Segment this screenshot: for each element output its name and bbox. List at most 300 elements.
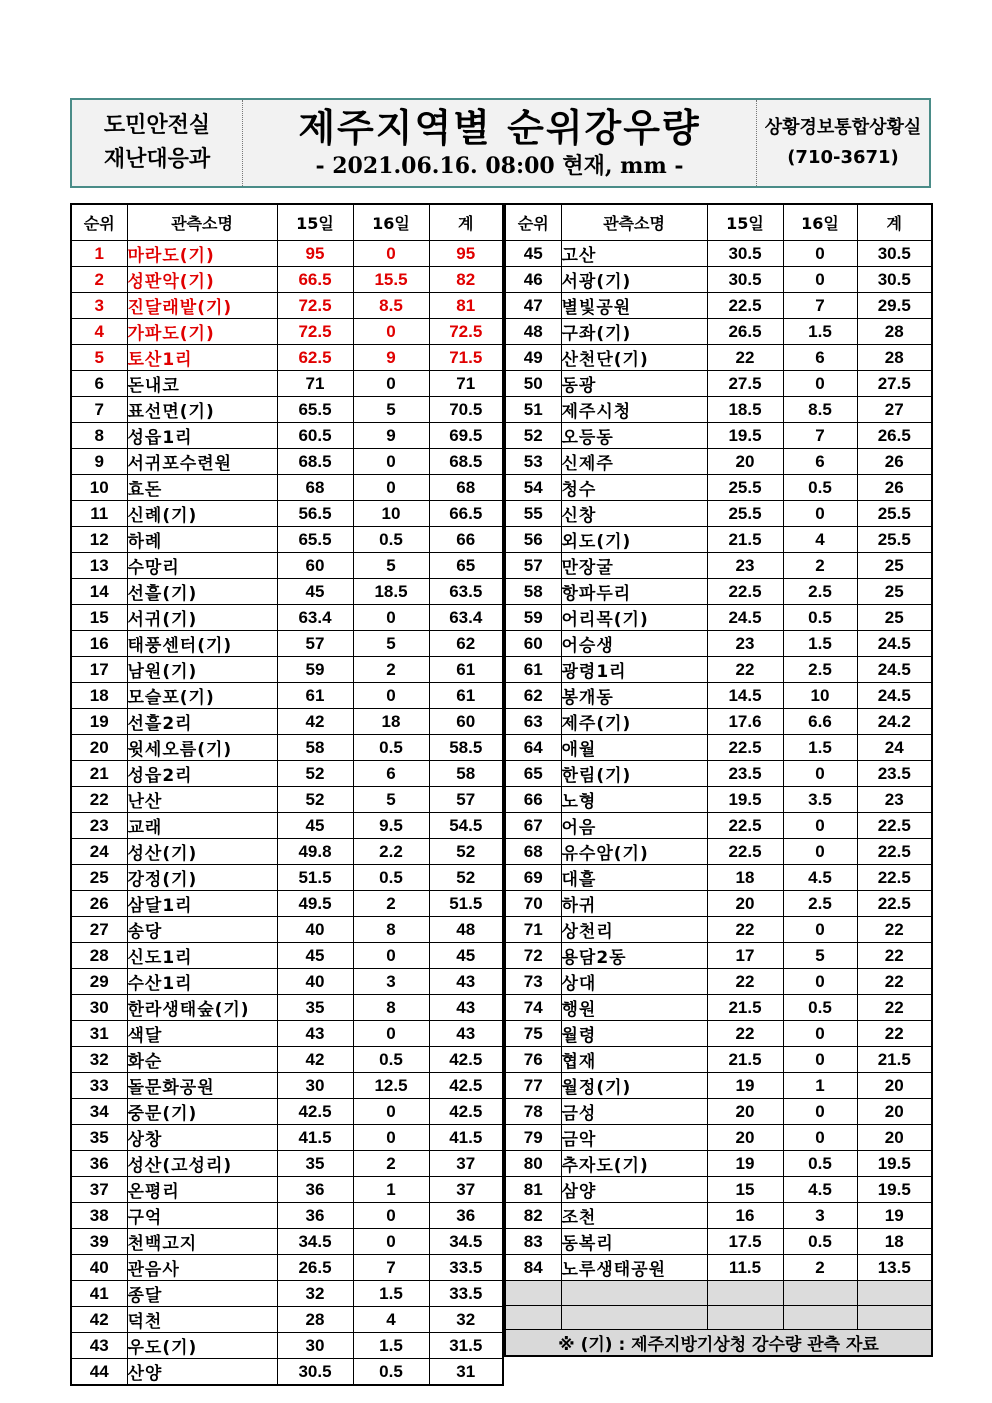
day16-cell: 10 — [783, 683, 857, 709]
contact-line1: 상황경보통합상황실 — [764, 117, 922, 138]
col-total: 계 — [429, 204, 503, 241]
station-name: 광령1리 — [561, 662, 627, 682]
rank-cell: 34 — [71, 1099, 127, 1125]
empty-cell — [505, 1305, 561, 1330]
station-name: 성읍1리 — [127, 428, 193, 448]
day15-cell: 32 — [277, 1281, 353, 1307]
table-row — [71, 475, 503, 501]
table-row — [71, 501, 503, 527]
station-name: 외도(기) — [561, 532, 632, 552]
total-cell: 51.5 — [429, 891, 503, 917]
col-day16: 16일 — [783, 204, 857, 241]
station-cell — [561, 1255, 707, 1281]
day15-cell: 26.5 — [707, 319, 783, 345]
day16-cell: 4 — [783, 527, 857, 553]
rank-cell: 77 — [505, 1073, 561, 1099]
table-row — [71, 683, 503, 709]
table-row — [505, 449, 932, 475]
station-cell — [127, 1047, 277, 1073]
table-row — [505, 605, 932, 631]
empty-cell — [707, 1281, 783, 1306]
total-cell: 72.5 — [429, 319, 503, 345]
station-cell — [561, 1125, 707, 1151]
day15-cell: 21.5 — [707, 1047, 783, 1073]
station-cell — [127, 1255, 277, 1281]
rank-cell: 12 — [71, 527, 127, 553]
day16-cell: 2 — [353, 1151, 429, 1177]
total-cell: 81 — [429, 293, 503, 319]
station-cell — [127, 449, 277, 475]
station-cell — [561, 735, 707, 761]
total-cell: 27.5 — [857, 371, 932, 397]
total-cell: 28 — [857, 319, 932, 345]
col-station: 관측소명 — [561, 204, 707, 241]
rank-cell: 71 — [505, 917, 561, 943]
table-row — [71, 527, 503, 553]
rank-cell: 78 — [505, 1099, 561, 1125]
rank-cell: 60 — [505, 631, 561, 657]
day16-cell: 0 — [353, 475, 429, 501]
total-cell: 58.5 — [429, 735, 503, 761]
station-cell — [127, 631, 277, 657]
table-row — [71, 267, 503, 293]
total-cell: 24.5 — [857, 683, 932, 709]
station-cell — [561, 683, 707, 709]
day15-cell: 19 — [707, 1073, 783, 1099]
table-row — [71, 605, 503, 631]
day16-cell: 2.2 — [353, 839, 429, 865]
total-cell: 32 — [429, 1307, 503, 1333]
station-cell — [561, 839, 707, 865]
total-cell: 57 — [429, 787, 503, 813]
day16-cell: 9 — [353, 423, 429, 449]
day16-cell: 5 — [353, 397, 429, 423]
day15-cell: 24.5 — [707, 605, 783, 631]
empty-row — [505, 1281, 932, 1306]
rank-cell: 62 — [505, 683, 561, 709]
rainfall-table-right — [504, 203, 933, 1357]
station-cell — [561, 865, 707, 891]
station-cell — [127, 605, 277, 631]
station-cell — [561, 917, 707, 943]
station-cell — [561, 1021, 707, 1047]
table-row — [71, 917, 503, 943]
station-name: 서광(기) — [561, 272, 632, 292]
total-cell: 25 — [857, 553, 932, 579]
table-row — [505, 683, 932, 709]
table-row — [71, 1307, 503, 1333]
day15-cell: 40 — [277, 917, 353, 943]
total-cell: 82 — [429, 267, 503, 293]
total-cell: 18 — [857, 1229, 932, 1255]
station-name: 난산 — [127, 792, 163, 812]
day16-cell: 9.5 — [353, 813, 429, 839]
table-row — [505, 241, 932, 267]
table-row — [505, 267, 932, 293]
station-name: 돈내코 — [127, 376, 180, 396]
station-name: 노형 — [561, 792, 597, 812]
org-line2: 재난대응과 — [103, 147, 211, 172]
rank-cell: 73 — [505, 969, 561, 995]
empty-cell — [857, 1281, 932, 1306]
station-name: 색달 — [127, 1026, 163, 1046]
total-cell: 30.5 — [857, 267, 932, 293]
day15-cell: 17.5 — [707, 1229, 783, 1255]
rank-cell: 57 — [505, 553, 561, 579]
station-cell — [127, 969, 277, 995]
station-cell — [561, 969, 707, 995]
rank-cell: 66 — [505, 787, 561, 813]
table-row — [505, 527, 932, 553]
day16-cell: 0.5 — [353, 865, 429, 891]
table-row — [71, 371, 503, 397]
total-cell: 22 — [857, 917, 932, 943]
station-cell — [127, 943, 277, 969]
table-row — [505, 293, 932, 319]
total-cell: 19 — [857, 1203, 932, 1229]
rank-cell: 30 — [71, 995, 127, 1021]
station-cell — [127, 813, 277, 839]
day16-cell: 0 — [783, 839, 857, 865]
station-cell — [561, 397, 707, 423]
table-row — [505, 319, 932, 345]
day15-cell: 43 — [277, 1021, 353, 1047]
rank-cell: 1 — [71, 241, 127, 267]
station-cell — [561, 631, 707, 657]
day16-cell: 10 — [353, 501, 429, 527]
day16-cell: 0 — [783, 1047, 857, 1073]
station-name: 월령 — [561, 1026, 597, 1046]
table-row — [71, 1021, 503, 1047]
day16-cell: 0 — [783, 1099, 857, 1125]
day15-cell: 36 — [277, 1177, 353, 1203]
station-name: 산양 — [127, 1364, 163, 1384]
rank-cell: 74 — [505, 995, 561, 1021]
table-row — [71, 1229, 503, 1255]
rank-cell: 29 — [71, 969, 127, 995]
day16-cell: 0 — [353, 605, 429, 631]
station-name: 용담2동 — [561, 948, 627, 968]
day16-cell: 1.5 — [353, 1333, 429, 1359]
station-name: 서귀(기) — [127, 610, 198, 630]
station-name: 애월 — [561, 740, 597, 760]
station-name: 어리목(기) — [561, 610, 649, 630]
station-cell — [127, 553, 277, 579]
station-name: 청수 — [561, 480, 597, 500]
rank-cell: 64 — [505, 735, 561, 761]
day16-cell: 0 — [783, 1125, 857, 1151]
rank-cell: 39 — [71, 1229, 127, 1255]
day16-cell: 2.5 — [783, 579, 857, 605]
rank-cell: 70 — [505, 891, 561, 917]
day16-cell: 0.5 — [783, 475, 857, 501]
total-cell: 37 — [429, 1151, 503, 1177]
station-name: 우도(기) — [127, 1338, 198, 1358]
day16-cell: 3 — [783, 1203, 857, 1229]
day15-cell: 30.5 — [707, 267, 783, 293]
day15-cell: 42.5 — [277, 1099, 353, 1125]
table-row — [505, 1177, 932, 1203]
day16-cell: 0.5 — [783, 995, 857, 1021]
table-row — [505, 1047, 932, 1073]
day16-cell: 9 — [353, 345, 429, 371]
rank-cell: 67 — [505, 813, 561, 839]
total-cell: 48 — [429, 917, 503, 943]
table-row — [71, 1047, 503, 1073]
rank-cell: 13 — [71, 553, 127, 579]
total-cell: 20 — [857, 1125, 932, 1151]
total-cell: 33.5 — [429, 1255, 503, 1281]
station-cell — [127, 293, 277, 319]
rank-cell: 81 — [505, 1177, 561, 1203]
station-cell — [127, 371, 277, 397]
station-cell — [127, 787, 277, 813]
table-row — [505, 891, 932, 917]
empty-cell — [505, 1281, 561, 1306]
rank-cell: 8 — [71, 423, 127, 449]
total-cell: 70.5 — [429, 397, 503, 423]
total-cell: 22 — [857, 1021, 932, 1047]
day15-cell: 72.5 — [277, 319, 353, 345]
total-cell: 20 — [857, 1073, 932, 1099]
rank-cell: 35 — [71, 1125, 127, 1151]
day15-cell: 22 — [707, 917, 783, 943]
day16-cell: 6.6 — [783, 709, 857, 735]
day16-cell: 8.5 — [353, 293, 429, 319]
col-day15: 15일 — [277, 204, 353, 241]
station-cell — [127, 917, 277, 943]
station-cell — [561, 657, 707, 683]
day15-cell: 23.5 — [707, 761, 783, 787]
table-row — [505, 423, 932, 449]
station-cell — [127, 683, 277, 709]
col-rank: 순위 — [71, 204, 127, 241]
title-block — [243, 100, 756, 186]
station-cell — [561, 319, 707, 345]
table-row — [71, 709, 503, 735]
day16-cell: 0 — [783, 969, 857, 995]
day16-cell: 0 — [783, 241, 857, 267]
day15-cell: 22.5 — [707, 839, 783, 865]
day15-cell: 14.5 — [707, 683, 783, 709]
day16-cell: 2 — [783, 553, 857, 579]
rank-cell: 10 — [71, 475, 127, 501]
table-row — [505, 995, 932, 1021]
total-cell: 20 — [857, 1099, 932, 1125]
total-cell: 62 — [429, 631, 503, 657]
day16-cell: 6 — [783, 449, 857, 475]
day16-cell: 0.5 — [353, 1047, 429, 1073]
day15-cell: 45 — [277, 813, 353, 839]
day16-cell: 0 — [783, 1021, 857, 1047]
station-cell — [127, 1307, 277, 1333]
rank-cell: 43 — [71, 1333, 127, 1359]
station-name: 대흘 — [561, 870, 597, 890]
rank-cell: 72 — [505, 943, 561, 969]
station-name: 어승생 — [561, 636, 614, 656]
day15-cell: 45 — [277, 943, 353, 969]
rank-cell: 80 — [505, 1151, 561, 1177]
day15-cell: 68.5 — [277, 449, 353, 475]
total-cell: 95 — [429, 241, 503, 267]
station-cell — [127, 267, 277, 293]
rank-cell: 61 — [505, 657, 561, 683]
station-cell — [561, 943, 707, 969]
rank-cell: 15 — [71, 605, 127, 631]
rank-cell: 27 — [71, 917, 127, 943]
rank-cell: 76 — [505, 1047, 561, 1073]
day15-cell: 17.6 — [707, 709, 783, 735]
station-name: 가파도(기) — [127, 324, 215, 344]
day16-cell: 1 — [783, 1073, 857, 1099]
day16-cell: 0 — [353, 371, 429, 397]
table-row — [71, 969, 503, 995]
total-cell: 25 — [857, 605, 932, 631]
table-row — [505, 943, 932, 969]
station-cell — [127, 865, 277, 891]
station-name: 종달 — [127, 1286, 163, 1306]
station-name: 성산(고성리) — [127, 1156, 233, 1176]
day15-cell: 45 — [277, 579, 353, 605]
rank-cell: 46 — [505, 267, 561, 293]
day16-cell: 4.5 — [783, 1177, 857, 1203]
station-cell — [127, 501, 277, 527]
rank-cell: 25 — [71, 865, 127, 891]
station-cell — [561, 761, 707, 787]
total-cell: 65 — [429, 553, 503, 579]
rank-cell: 26 — [71, 891, 127, 917]
day15-cell: 40 — [277, 969, 353, 995]
day16-cell: 0 — [783, 501, 857, 527]
rank-cell: 50 — [505, 371, 561, 397]
station-cell — [127, 1333, 277, 1359]
day16-cell: 0 — [783, 761, 857, 787]
total-cell: 22.5 — [857, 839, 932, 865]
day15-cell: 42 — [277, 1047, 353, 1073]
day15-cell: 72.5 — [277, 293, 353, 319]
day16-cell: 0.5 — [353, 527, 429, 553]
total-cell: 52 — [429, 839, 503, 865]
day15-cell: 57 — [277, 631, 353, 657]
station-cell — [127, 319, 277, 345]
day15-cell: 61 — [277, 683, 353, 709]
station-cell — [561, 371, 707, 397]
day15-cell: 23 — [707, 631, 783, 657]
total-cell: 33.5 — [429, 1281, 503, 1307]
col-day15: 15일 — [707, 204, 783, 241]
day16-cell: 7 — [783, 293, 857, 319]
day15-cell: 11.5 — [707, 1255, 783, 1281]
total-cell: 26 — [857, 449, 932, 475]
day15-cell: 18 — [707, 865, 783, 891]
day15-cell: 30 — [277, 1333, 353, 1359]
station-cell — [127, 657, 277, 683]
contact-block — [756, 100, 929, 186]
total-cell: 45 — [429, 943, 503, 969]
total-cell: 37 — [429, 1177, 503, 1203]
rank-cell: 7 — [71, 397, 127, 423]
day16-cell: 2 — [353, 891, 429, 917]
station-name: 구억 — [127, 1208, 163, 1228]
empty-cell — [857, 1305, 932, 1330]
rank-cell: 40 — [71, 1255, 127, 1281]
empty-row — [505, 1305, 932, 1330]
table-row — [71, 293, 503, 319]
rank-cell: 55 — [505, 501, 561, 527]
rainfall-table-left — [70, 203, 504, 1386]
rank-cell: 5 — [71, 345, 127, 371]
table-row — [505, 735, 932, 761]
station-name: 상창 — [127, 1130, 163, 1150]
rank-cell: 84 — [505, 1255, 561, 1281]
table-row — [71, 345, 503, 371]
total-cell: 22.5 — [857, 813, 932, 839]
total-cell: 26 — [857, 475, 932, 501]
rank-cell: 11 — [71, 501, 127, 527]
station-cell — [127, 1359, 277, 1386]
table-row — [71, 579, 503, 605]
total-cell: 25 — [857, 579, 932, 605]
station-name: 마라도(기) — [127, 246, 215, 266]
table-row — [71, 319, 503, 345]
total-cell: 43 — [429, 969, 503, 995]
rank-cell: 31 — [71, 1021, 127, 1047]
station-cell — [561, 501, 707, 527]
total-cell: 63.4 — [429, 605, 503, 631]
table-row — [71, 735, 503, 761]
day16-cell: 0 — [353, 319, 429, 345]
day16-cell: 8 — [353, 917, 429, 943]
table-row — [505, 1021, 932, 1047]
rank-cell: 69 — [505, 865, 561, 891]
table-row — [505, 1073, 932, 1099]
table-row — [505, 397, 932, 423]
total-cell: 28 — [857, 345, 932, 371]
total-cell: 31.5 — [429, 1333, 503, 1359]
day15-cell: 17 — [707, 943, 783, 969]
station-cell — [561, 605, 707, 631]
rank-cell: 23 — [71, 813, 127, 839]
day15-cell: 19.5 — [707, 423, 783, 449]
day15-cell: 22 — [707, 657, 783, 683]
rank-cell: 63 — [505, 709, 561, 735]
station-name: 태풍센터(기) — [127, 636, 233, 656]
total-cell: 22 — [857, 943, 932, 969]
day15-cell: 15 — [707, 1177, 783, 1203]
day16-cell: 0 — [783, 917, 857, 943]
rank-cell: 4 — [71, 319, 127, 345]
day15-cell: 41.5 — [277, 1125, 353, 1151]
table-row — [505, 501, 932, 527]
day16-cell: 8 — [353, 995, 429, 1021]
station-name: 중문(기) — [127, 1104, 198, 1124]
day15-cell: 34.5 — [277, 1229, 353, 1255]
rank-cell: 47 — [505, 293, 561, 319]
station-cell — [127, 1281, 277, 1307]
day15-cell: 20 — [707, 449, 783, 475]
rank-cell: 6 — [71, 371, 127, 397]
rank-cell: 14 — [71, 579, 127, 605]
rank-cell: 3 — [71, 293, 127, 319]
rank-cell: 59 — [505, 605, 561, 631]
day16-cell: 7 — [353, 1255, 429, 1281]
total-cell: 25.5 — [857, 501, 932, 527]
station-cell — [127, 1099, 277, 1125]
station-cell — [561, 709, 707, 735]
day16-cell: 2 — [783, 1255, 857, 1281]
station-cell — [127, 1125, 277, 1151]
table-row — [505, 345, 932, 371]
